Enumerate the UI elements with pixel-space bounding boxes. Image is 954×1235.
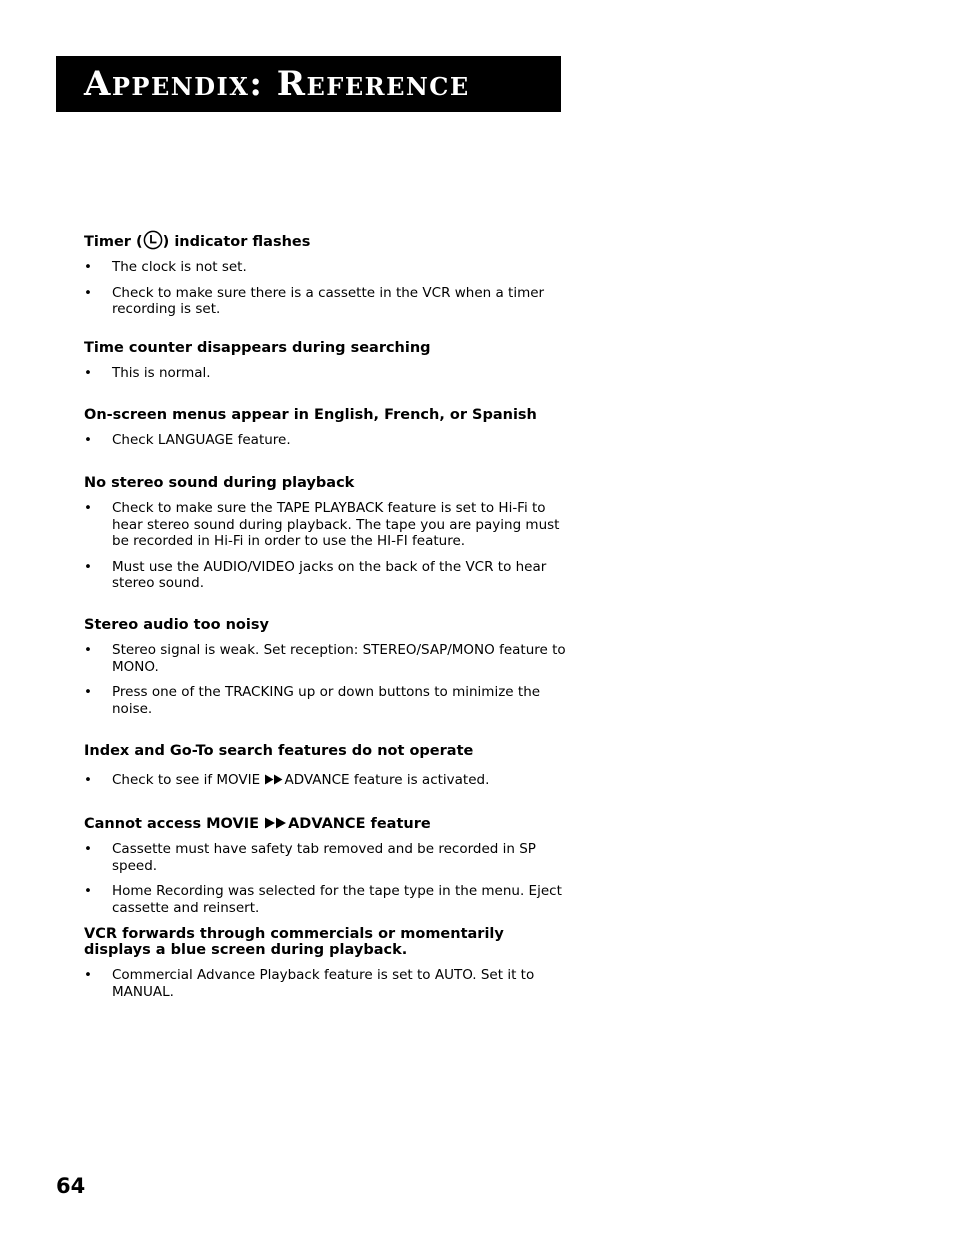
list-item: • Check to see if MOVIE ADVANCE feature is activated. [84, 772, 574, 789]
section-heading: Stereo audio too noisy [84, 617, 269, 633]
section-heading: On-screen menus appear in English, French, or Spanish [84, 407, 537, 423]
section-timer-indicator [84, 230, 574, 318]
section-index-goto [84, 743, 574, 789]
bullet-list [84, 841, 574, 916]
section-heading: Index and Go-To search features do not operate [84, 743, 474, 759]
section-onscreen-menus [84, 407, 574, 449]
section-heading: VCR forwards through commercials or momentarily displays a blue screen during playback. [84, 926, 504, 958]
section-cannot-access-movie-advance [84, 816, 574, 916]
bullet-list [84, 967, 574, 1000]
list-item: • Stereo signal is weak. Set reception: STEREO/SAP/MONO feature to MONO. [84, 642, 574, 675]
bullet-list [84, 772, 574, 789]
list-item: • Commercial Advance Playback feature is set to AUTO. Set it to MANUAL. [84, 967, 574, 1000]
list-item: • Cassette must have safety tab removed and be recorded in SP speed. [84, 841, 574, 874]
section-heading: No stereo sound during playback [84, 475, 355, 491]
list-item: • Press one of the TRACKING up or down buttons to minimize the noise. [84, 684, 574, 717]
section-no-stereo [84, 475, 574, 592]
list-item: • Check LANGUAGE feature. [84, 432, 574, 449]
fast-forward-icon [264, 774, 284, 785]
page-number: 64 [56, 1174, 86, 1198]
page-banner [56, 56, 561, 112]
list-item: • Check to make sure the TAPE PLAYBACK feature is set to Hi-Fi to hear stereo sound during playback. The tape you are paying must be recorded in Hi-Fi in order to use the HI-FI feature. [84, 500, 574, 550]
bullet-list [84, 259, 574, 318]
bullet-list [84, 500, 574, 592]
bullet-list [84, 642, 574, 717]
bullet-list [84, 365, 574, 382]
list-item: • Check to make sure there is a cassette in the VCR when a timer recording is set. [84, 285, 574, 318]
section-heading: Cannot access MOVIE ADVANCE feature [84, 816, 431, 832]
list-item: • This is normal. [84, 365, 574, 382]
list-item: • Must use the AUDIO/VIDEO jacks on the back of the VCR to hear stereo sound. [84, 559, 574, 592]
banner-title: Appendix: Reference [84, 64, 470, 104]
list-item: • Home Recording was selected for the tape type in the menu. Eject cassette and reinsert. [84, 883, 574, 916]
section-heading: Timer ( ) indicator flashes [84, 230, 574, 250]
section-stereo-noisy [84, 617, 574, 717]
bullet-list [84, 432, 574, 449]
fast-forward-icon [264, 817, 288, 829]
section-vcr-forwards-commercials [84, 926, 574, 1000]
section-heading: Time counter disappears during searching [84, 340, 431, 356]
list-item: • The clock is not set. [84, 259, 574, 276]
section-time-counter [84, 340, 574, 382]
clock-icon [143, 230, 163, 250]
